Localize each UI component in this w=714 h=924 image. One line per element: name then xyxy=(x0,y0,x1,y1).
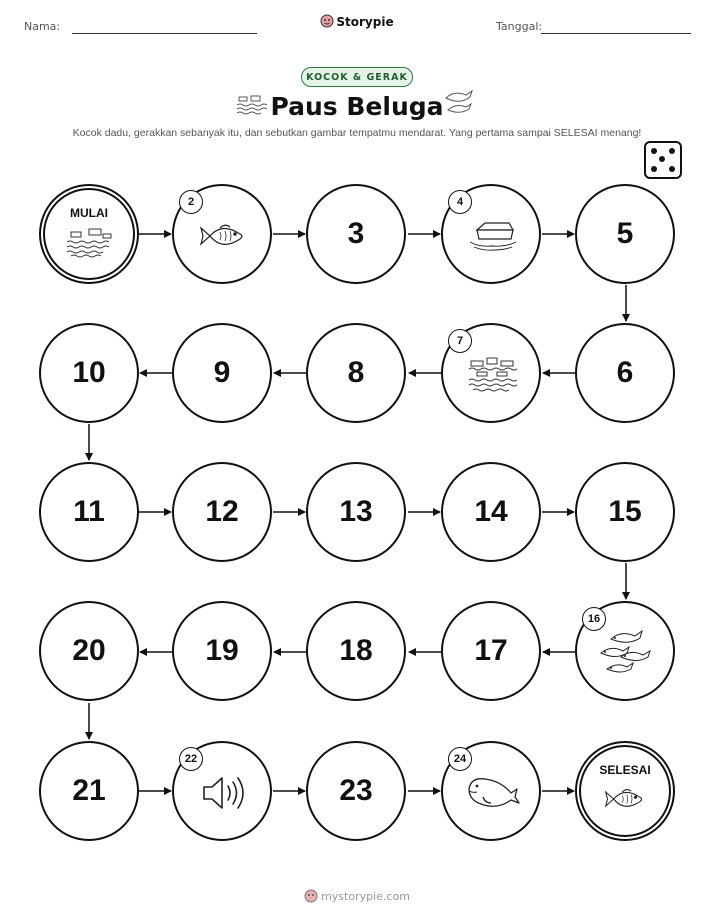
cell-number: 9 xyxy=(213,356,231,389)
cell-number-tag: 4 xyxy=(448,190,472,214)
speaker-icon xyxy=(200,775,248,811)
storypie-logo-icon xyxy=(304,889,318,903)
finish-label: SELESAI xyxy=(599,763,651,777)
beluga-pod-icon xyxy=(597,627,655,679)
beluga-whale-icon xyxy=(465,773,521,813)
cell-number-tag: 22 xyxy=(179,747,203,771)
cell-number: 11 xyxy=(73,495,105,528)
fish-icon xyxy=(603,785,647,813)
board-cell-11 xyxy=(39,462,139,562)
cell-number: 18 xyxy=(339,634,373,667)
fish-icon xyxy=(198,220,248,252)
board-cell-6 xyxy=(575,323,675,423)
board-finish xyxy=(575,741,675,841)
name-label: Nama: xyxy=(24,20,61,33)
footer-url[interactable]: mystorypie.com xyxy=(321,890,410,903)
sea-ice-icon xyxy=(65,226,115,258)
ice-floe-icon xyxy=(467,218,519,252)
date-label: Tanggal: xyxy=(496,20,543,33)
board-cell-12 xyxy=(172,462,272,562)
cell-number: 5 xyxy=(616,217,634,250)
cell-number: 19 xyxy=(205,634,239,667)
board-cell-9 xyxy=(172,323,272,423)
board-cell-17 xyxy=(441,601,541,701)
cell-number-tag: 24 xyxy=(448,747,472,771)
board-cell-23 xyxy=(306,741,406,841)
cell-number-tag: 7 xyxy=(448,329,472,353)
cell-number: 13 xyxy=(339,495,373,528)
instructions: Kocok dadu, gerakkan sebanyak itu, dan sebutkan gambar tempatmu mendarat. Yang pertama sampai SELESAI menang! xyxy=(72,127,642,139)
cell-number: 10 xyxy=(72,356,106,389)
cell-number: 17 xyxy=(474,634,508,667)
board-cell-15 xyxy=(575,462,675,562)
cell-number-tag: 2 xyxy=(179,190,203,214)
board-cell-10 xyxy=(39,323,139,423)
board-cell-3 xyxy=(306,184,406,284)
cell-number: 23 xyxy=(339,774,373,807)
cell-number: 20 xyxy=(72,634,106,667)
board-cell-13 xyxy=(306,462,406,562)
brand-name: Storypie xyxy=(336,15,394,29)
board-cell-8 xyxy=(306,323,406,423)
cell-number: 3 xyxy=(347,217,365,250)
board-cell-20 xyxy=(39,601,139,701)
cell-number-tag: 16 xyxy=(582,607,606,631)
board-cell-21 xyxy=(39,741,139,841)
start-label: MULAI xyxy=(70,206,108,220)
cell-number: 8 xyxy=(347,356,365,389)
category-badge: KOCOK & GERAK xyxy=(301,67,413,87)
board-cell-18 xyxy=(306,601,406,701)
board-cell-19 xyxy=(172,601,272,701)
board-cell-14 xyxy=(441,462,541,562)
cell-number: 21 xyxy=(72,774,106,807)
footer xyxy=(0,889,714,903)
board-cell-5 xyxy=(575,184,675,284)
board-start xyxy=(39,184,139,284)
cell-number: 12 xyxy=(205,495,239,528)
cell-number: 6 xyxy=(616,356,634,389)
page-title: Paus Beluga xyxy=(270,92,444,121)
cell-number: 15 xyxy=(608,495,642,528)
cell-number: 14 xyxy=(474,495,508,528)
sea-ice-icon xyxy=(467,355,519,395)
